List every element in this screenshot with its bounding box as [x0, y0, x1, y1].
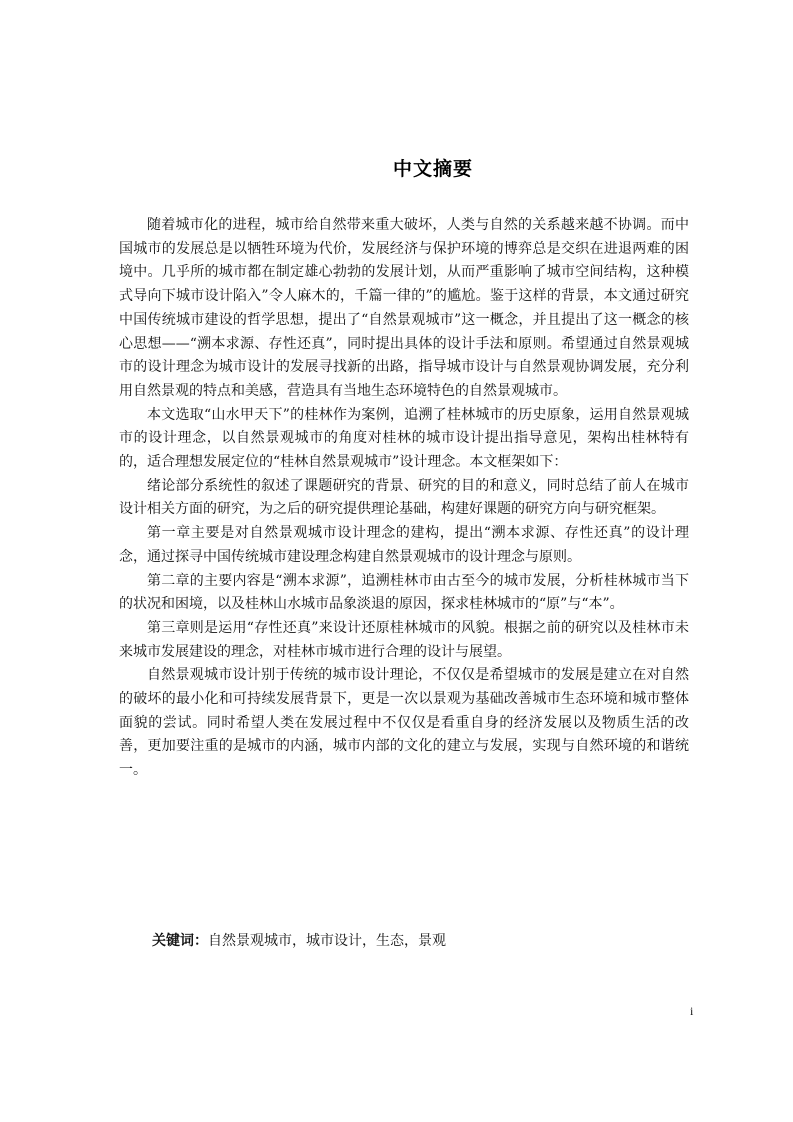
paragraph-3: 绪论部分系统性的叙述了课题研究的背景、研究的目的和意义，同时总结了前人在城市设计相关方面的研究，为之后的研究提供理论基础，构建好课题的研究方向与研究框架。 — [119, 477, 689, 518]
paragraph-7: 自然景观城市设计别于传统的城市设计理论，不仅仅是希望城市的发展是建立在对自然的破坏的最小化和可持续发展背景下，更是一次以景观为基础改善城市生态环境和城市整体面貌的尝试。同时希望人类在发展过程中不仅仅是看重自身的经济发展以及物质生活的改善，更加要注重的是城市的内涵，城市内部的文化的建立与发展，实现与自然环境的和谐统一。 — [119, 667, 689, 779]
paragraph-1: 随着城市化的进程，城市给自然带来重大破坏，人类与自然的关系越来越不协调。而中国城市的发展总是以牺牲环境为代价，发展经济与保护环境的博弈总是交织在进退两难的困境中。几乎所的城市都在制定雄心勃勃的发展计划，从而严重影响了城市空间结构，这种模式导向下城市设计陷入”令人麻木的，千篇一律的”的尴尬。鉴于这样的背景，本文通过研究中国传统城市建设的哲学思想，提出了“自然景观城市”这一概念，并且提出了这一概念的核心思想——“溯本求源、存性还真”，同时提出具体的设计手法和原则。希望通过自然景观城市的设计理念为城市设计的发展寻找新的出路，指导城市设计与自然景观协调发展，充分利用自然景观的特点和美感，营造具有当地生态环境特色的自然景观城市。 — [119, 217, 689, 399]
paragraph-6: 第三章则是运用“存性还真”来设计还原桂林城市的风貌。根据之前的研究以及桂林市未来城市发展建设的理念，对桂林市城市进行合理的设计与展望。 — [119, 619, 689, 660]
page-title: 中文摘要 — [392, 158, 473, 180]
keywords-line — [152, 930, 692, 953]
paragraph-5: 第二章的主要内容是“溯本求源”，追溯桂林市由古至今的城市发展，分析桂林城市当下的状况和困境，以及桂林山水城市品象淡退的原因，探求桂林城市的“原”与“本”。 — [119, 572, 689, 613]
keywords-text: 自然景观城市，城市设计，生态，景观 — [208, 933, 446, 949]
paragraph-2: 本文选取“山水甲天下”的桂林作为案例，追溯了桂林城市的历史原象，运用自然景观城市的设计理念，以自然景观城市的角度对桂林的城市设计提出指导意见，架构出桂林特有的，适合理想发展定位的“桂林自然景观城市”设计理念。本文框架如下： — [119, 406, 689, 471]
abstract-body — [119, 214, 689, 783]
paragraph-4: 第一章主要是对自然景观城市设计理念的建构，提出“溯本求源、存性还真”的设计理念，通过探寻中国传统城市建设理念构建自然景观城市的设计理念与原则。 — [119, 525, 689, 565]
page-number: i — [690, 1004, 694, 1018]
keywords-label: 关键词： — [152, 933, 208, 949]
